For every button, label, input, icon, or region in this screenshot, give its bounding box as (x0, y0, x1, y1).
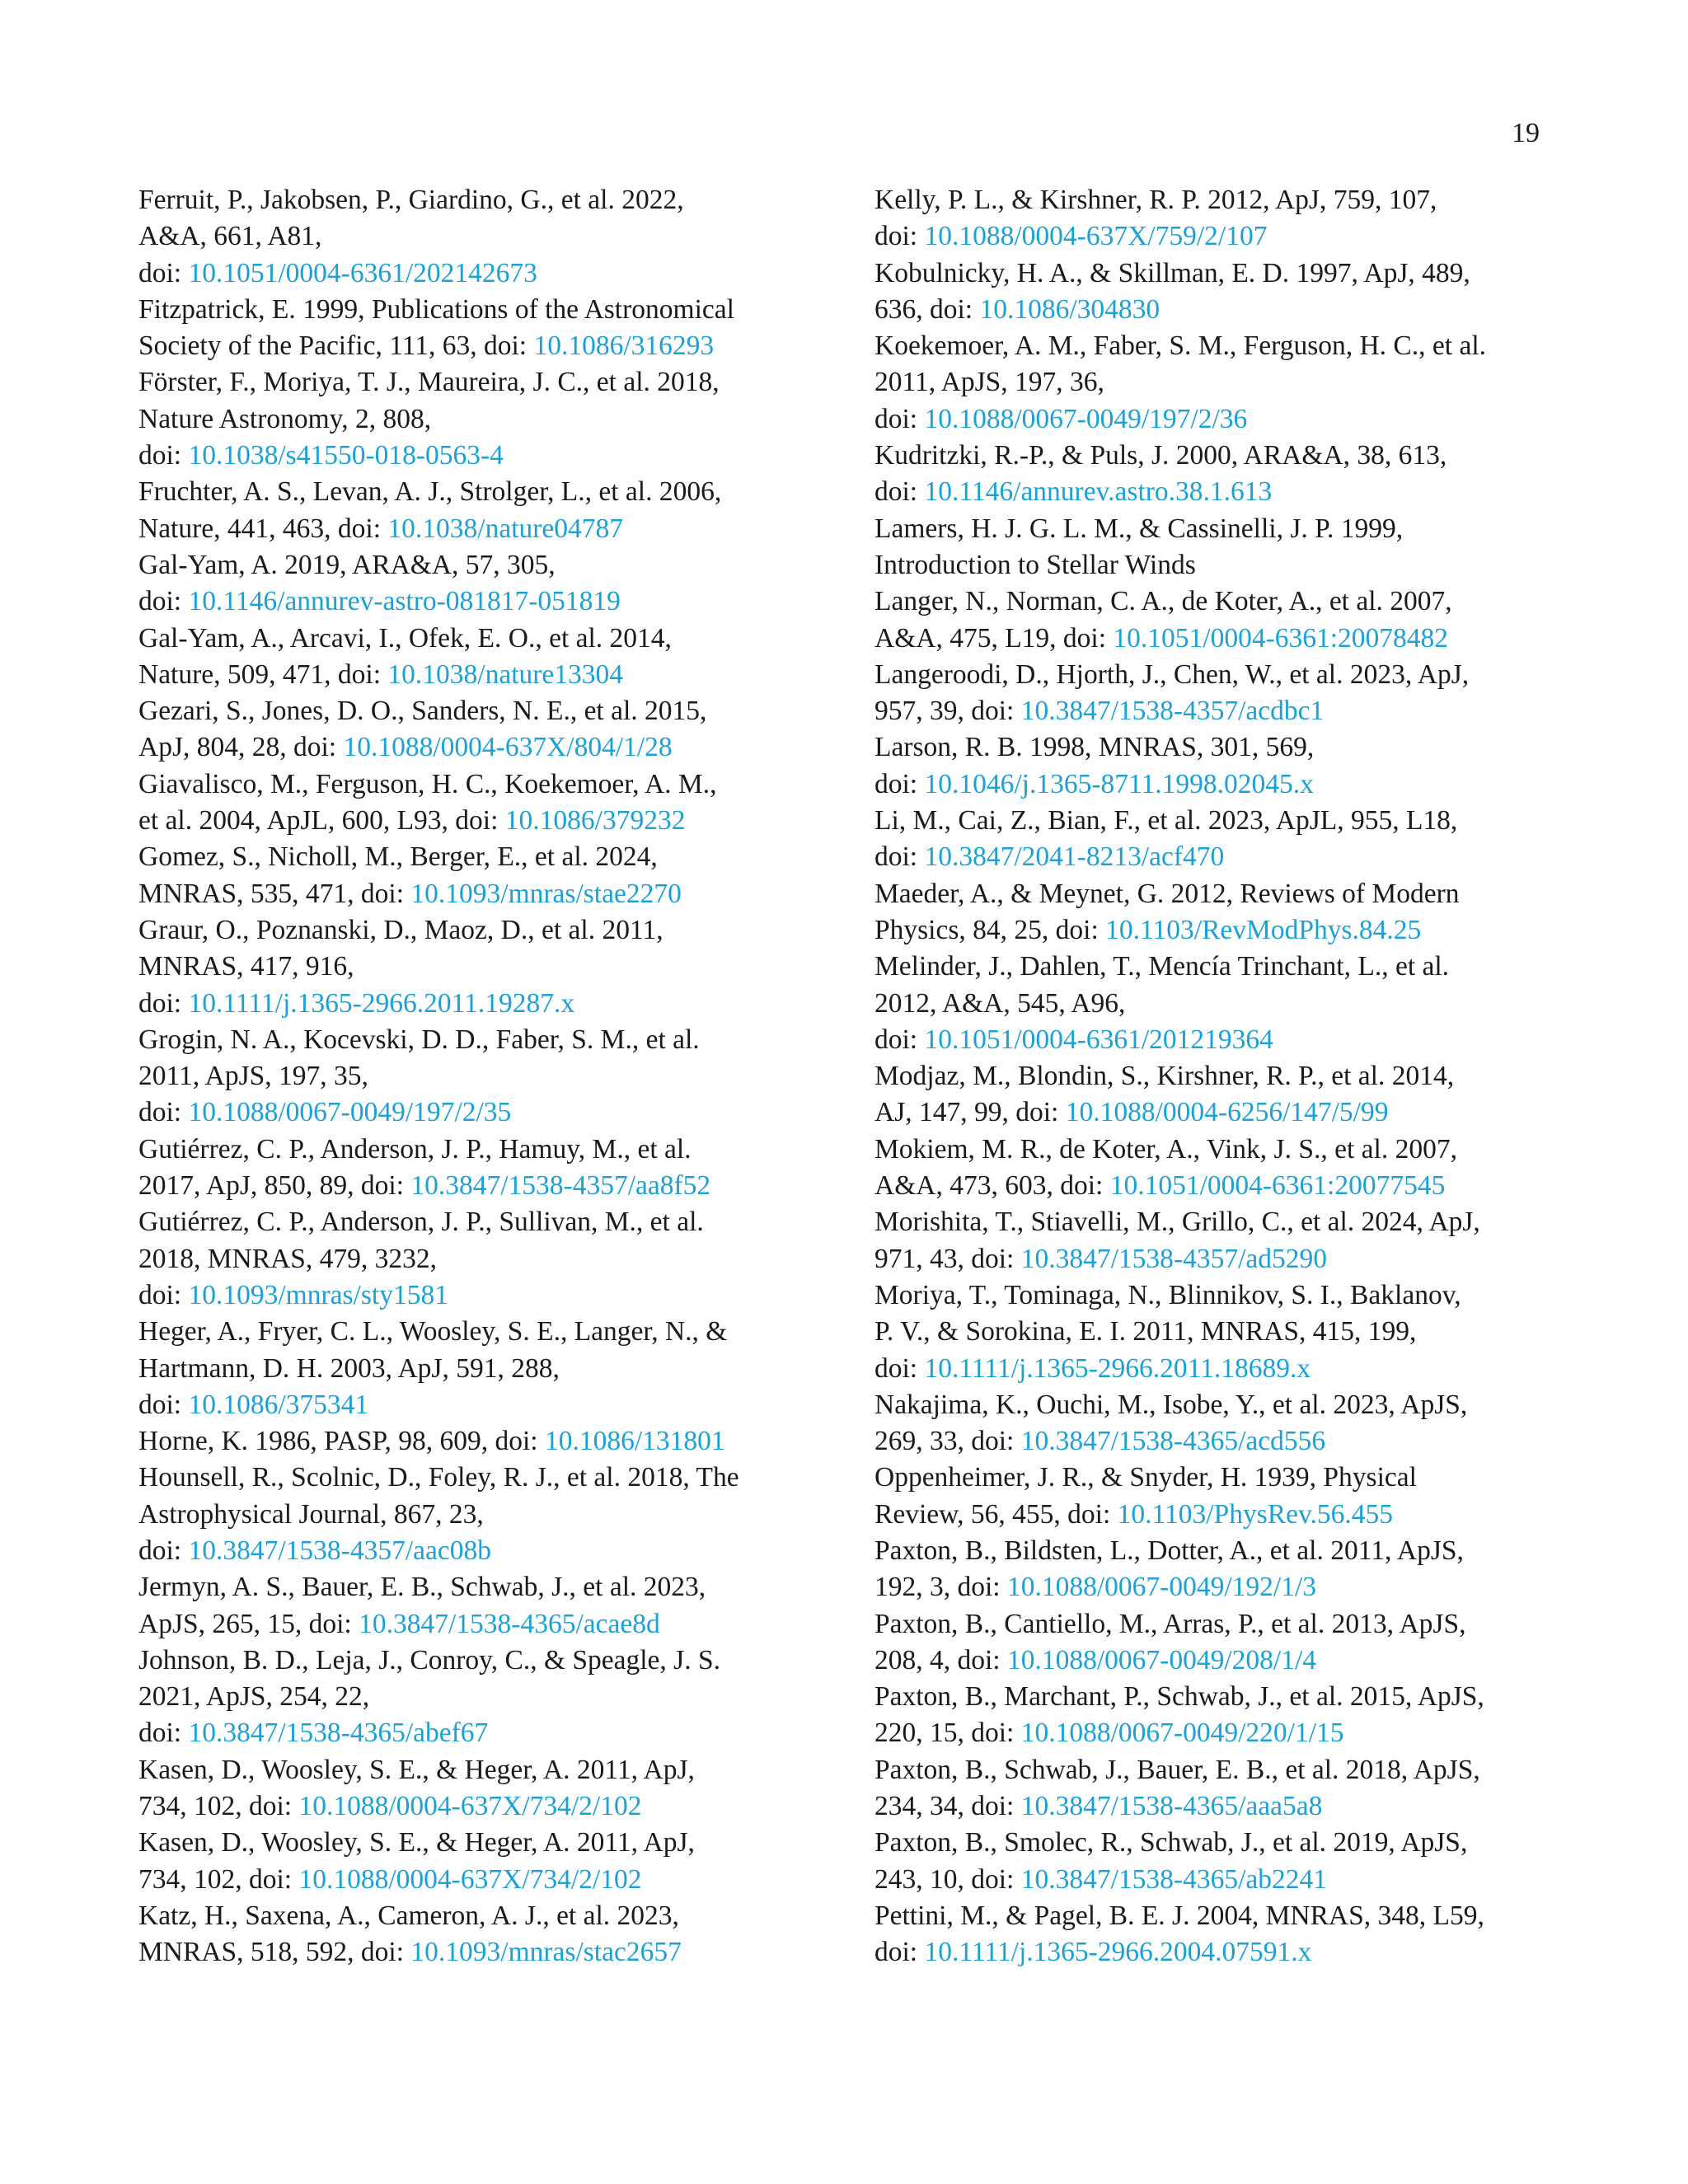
doi-link[interactable]: 10.1111/j.1365-2966.2011.18689.x (924, 1352, 1311, 1384)
doi-link[interactable]: 10.3847/1538-4357/ad5290 (1020, 1243, 1328, 1274)
doi-link[interactable]: 10.1051/0004-6361:20078482 (1113, 622, 1449, 654)
reference-text: doi: (138, 257, 189, 288)
reference-text: P. V., & Sorokina, E. I. 2011, MNRAS, 415, 199, (874, 1316, 1417, 1347)
reference-text: Paxton, B., Marchant, P., Schwab, J., et al. 2015, ApJS, (874, 1681, 1484, 1713)
reference-entry (874, 657, 1592, 730)
reference-text: 2011, ApJS, 197, 35, (138, 1061, 368, 1092)
reference-text: Larson, R. B. 1998, MNRAS, 301, 569, (874, 732, 1315, 763)
reference-text: Fruchter, A. S., Levan, A. J., Strolger, L., et al. 2006, (138, 476, 722, 508)
reference-entry (138, 292, 856, 365)
reference-text: MNRAS, 535, 471, doi: (138, 878, 411, 909)
reference-text: Paxton, B., Cantiello, M., Arras, P., et al. 2013, ApJS, (874, 1608, 1466, 1639)
reference-text: A&A, 661, A81, (138, 221, 322, 252)
reference-text: Kobulnicky, H. A., & Skillman, E. D. 1997, ApJ, 489, (874, 257, 1470, 288)
reference-entry (874, 255, 1592, 329)
reference-text: ApJS, 265, 15, doi: (138, 1608, 359, 1639)
reference-text: Melinder, J., Dahlen, T., Mencía Trinchant, L., et al. (874, 951, 1450, 982)
reference-text (138, 1533, 856, 1569)
doi-link[interactable]: 10.1088/0004-637X/804/1/28 (343, 732, 673, 763)
reference-text: Giavalisco, M., Ferguson, H. C., Koekemoer, A. M., (138, 768, 717, 799)
reference-text: doi: (138, 1535, 189, 1566)
reference-text (138, 803, 856, 839)
reference-entry (138, 182, 856, 292)
doi-link[interactable]: 10.1086/375341 (188, 1389, 369, 1420)
reference-text: doi: (874, 476, 925, 508)
reference-text (138, 1168, 856, 1204)
reference-text: Langer, N., Norman, C. A., de Koter, A., et al. 2007, (874, 586, 1452, 617)
reference-entry (874, 1898, 1592, 1971)
reference-entry (874, 1204, 1592, 1277)
reference-entry (138, 621, 856, 694)
doi-link[interactable]: 10.1088/0067-0049/197/2/36 (924, 403, 1248, 434)
reference-text (874, 1022, 1592, 1058)
reference-text: 2018, MNRAS, 479, 3232, (138, 1243, 438, 1274)
reference-text (138, 583, 856, 620)
reference-text: doi: (138, 440, 189, 471)
doi-link[interactable]: 10.1111/j.1365-2966.2011.19287.x (188, 987, 575, 1019)
doi-link[interactable]: 10.3847/1538-4365/abef67 (188, 1718, 489, 1749)
reference-text: Kelly, P. L., & Kirshner, R. P. 2012, ApJ, 759, 107, (874, 185, 1437, 215)
reference-text: Nakajima, K., Ouchi, M., Isobe, Y., et al. 2023, ApJS, (874, 1389, 1468, 1420)
reference-entry (138, 1423, 856, 1460)
reference-text (138, 255, 856, 292)
reference-entry (138, 547, 856, 621)
page-number: 19 (1512, 118, 1540, 148)
reference-text (874, 1423, 1592, 1460)
reference-entry (138, 693, 856, 766)
reference-text: doi: (138, 586, 189, 617)
reference-text: 234, 34, doi: (874, 1791, 1021, 1822)
reference-text: Gezari, S., Jones, D. O., Sanders, N. E., et al. 2015, (138, 696, 707, 727)
reference-text: Paxton, B., Schwab, J., Bauer, E. B., et al. 2018, ApJS, (874, 1754, 1480, 1785)
reference-text: 208, 4, doi: (874, 1644, 1007, 1675)
reference-text: MNRAS, 417, 916, (138, 951, 354, 982)
reference-text: Langeroodi, D., Hjorth, J., Chen, W., et al. 2023, ApJ, (874, 658, 1470, 690)
reference-text: Förster, F., Moriya, T. J., Maureira, J. C., et al. 2018, (138, 367, 720, 398)
doi-link[interactable]: 10.1103/RevModPhys.84.25 (1105, 914, 1422, 945)
doi-link[interactable]: 10.1088/0004-6256/147/5/99 (1065, 1097, 1389, 1128)
reference-text: Gal-Yam, A., Arcavi, I., Ofek, E. O., et al. 2014, (138, 622, 672, 654)
reference-entry (138, 1898, 856, 1971)
doi-link[interactable]: 10.1088/0004-637X/759/2/107 (924, 221, 1268, 252)
reference-entry (874, 729, 1592, 803)
reference-entry (874, 182, 1592, 255)
reference-text (874, 1094, 1592, 1131)
reference-entry (138, 1643, 856, 1752)
doi-link[interactable]: 10.3847/1538-4357/acdbc1 (1020, 696, 1325, 727)
doi-link[interactable]: 10.1051/0004-6361/202142673 (188, 257, 537, 288)
reference-entry (874, 1460, 1592, 1533)
reference-text: Nature Astronomy, 2, 808, (138, 403, 432, 434)
reference-entry (138, 474, 856, 547)
reference-text (874, 1241, 1592, 1277)
reference-text: Fitzpatrick, E. 1999, Publications of the Astronomical (138, 293, 734, 325)
doi-link[interactable]: 10.1038/s41550-018-0563-4 (188, 440, 504, 471)
doi-link[interactable]: 10.1146/annurev-astro-081817-051819 (188, 586, 621, 617)
reference-text: doi: (874, 1352, 925, 1384)
reference-entry (874, 1679, 1592, 1752)
reference-text: doi: (874, 1024, 925, 1055)
reference-text: Jermyn, A. S., Bauer, E. B., Schwab, J., et al. 2023, (138, 1572, 706, 1603)
reference-text (138, 657, 856, 693)
reference-text (874, 1351, 1592, 1387)
reference-text: A&A, 475, L19, doi: (874, 622, 1114, 654)
doi-link[interactable]: 10.1093/mnras/stac2657 (410, 1937, 682, 1968)
doi-link[interactable]: 10.1051/0004-6361:20077545 (1109, 1170, 1446, 1202)
reference-entry (138, 839, 856, 912)
doi-link[interactable]: 10.3847/1538-4365/acd556 (1020, 1426, 1326, 1457)
reference-entry (874, 1058, 1592, 1132)
reference-text: MNRAS, 518, 592, doi: (138, 1937, 411, 1968)
reference-text: 269, 33, doi: (874, 1426, 1021, 1457)
doi-link[interactable]: 10.1038/nature04787 (387, 513, 624, 544)
reference-text: Introduction to Stellar Winds (874, 549, 1196, 580)
reference-entry (874, 876, 1592, 949)
reference-text: doi: (138, 1097, 189, 1128)
reference-text: Graur, O., Poznanski, D., Maoz, D., et al. 2011, (138, 914, 663, 945)
reference-text (138, 986, 856, 1022)
reference-text: 734, 102, doi: (138, 1863, 299, 1895)
reference-text: 636, doi: (874, 293, 980, 325)
reference-text: Ferruit, P., Jakobsen, P., Giardino, G., et al. 2022, (138, 185, 684, 215)
reference-text (874, 1569, 1592, 1605)
reference-text (874, 693, 1592, 729)
reference-text: Kasen, D., Woosley, S. E., & Heger, A. 2011, ApJ, (138, 1754, 695, 1785)
doi-link[interactable]: 10.1088/0067-0049/192/1/3 (1007, 1572, 1317, 1603)
reference-text: doi: (874, 1937, 925, 1968)
reference-text: 192, 3, doi: (874, 1572, 1007, 1603)
doi-link[interactable]: 10.3847/1538-4357/aac08b (188, 1535, 492, 1566)
reference-text (138, 511, 856, 547)
reference-entry (138, 766, 856, 840)
reference-text: et al. 2004, ApJL, 600, L93, doi: (138, 805, 505, 837)
reference-text: Hounsell, R., Scolnic, D., Foley, R. J., et al. 2018, The (138, 1462, 739, 1493)
reference-text: Heger, A., Fryer, C. L., Woosley, S. E., Langer, N., & (138, 1316, 728, 1347)
reference-text: 2021, ApJS, 254, 22, (138, 1681, 370, 1713)
doi-link[interactable]: 10.1088/0067-0049/197/2/35 (188, 1097, 512, 1128)
reference-text: Nature, 441, 463, doi: (138, 513, 388, 544)
reference-text: Society of the Pacific, 111, 63, doi: (138, 330, 534, 362)
doi-link[interactable]: 10.1103/PhysRev.56.455 (1117, 1498, 1394, 1530)
reference-entry (138, 1460, 856, 1569)
reference-text (138, 1862, 856, 1898)
doi-link[interactable]: 10.1093/mnras/stae2270 (410, 878, 682, 909)
reference-text: doi: (874, 403, 925, 434)
reference-entry (138, 1204, 856, 1314)
reference-text (138, 328, 856, 364)
doi-link[interactable]: 10.1086/379232 (504, 805, 686, 837)
reference-text: doi: (138, 1279, 189, 1310)
reference-entry (138, 912, 856, 1022)
reference-entry (138, 1825, 856, 1898)
reference-text (874, 839, 1592, 875)
reference-entry (874, 1533, 1592, 1606)
reference-text: Hartmann, D. H. 2003, ApJ, 591, 288, (138, 1352, 560, 1384)
reference-text: Maeder, A., & Meynet, G. 2012, Reviews of Modern (874, 878, 1460, 909)
reference-entry (874, 1825, 1592, 1898)
reference-text: A&A, 473, 603, doi: (874, 1170, 1110, 1202)
reference-entry (138, 1022, 856, 1132)
reference-text: doi: (874, 768, 925, 799)
reference-text (874, 621, 1592, 657)
doi-link[interactable]: 10.1088/0004-637X/734/2/102 (298, 1791, 642, 1822)
reference-text: doi: (874, 221, 925, 252)
reference-text (874, 766, 1592, 803)
reference-text: Kudritzki, R.-P., & Puls, J. 2000, ARA&A, 38, 613, (874, 440, 1447, 471)
reference-text (138, 438, 856, 474)
reference-text (874, 218, 1592, 255)
doi-link[interactable]: 10.1038/nature13304 (387, 658, 624, 690)
references-left-column (138, 182, 856, 1971)
reference-entry (874, 1132, 1592, 1205)
reference-text (138, 1788, 856, 1825)
reference-entry (874, 1752, 1592, 1825)
reference-text: Johnson, B. D., Leja, J., Conroy, C., & Speagle, J. S. (138, 1644, 720, 1675)
reference-text: Astrophysical Journal, 867, 23, (138, 1498, 484, 1530)
doi-link[interactable]: 10.1086/316293 (533, 330, 715, 362)
reference-text: Morishita, T., Stiavelli, M., Grillo, C., et al. 2024, ApJ, (874, 1207, 1480, 1238)
reference-text (874, 1862, 1592, 1898)
reference-text (874, 1715, 1592, 1751)
reference-text (874, 1168, 1592, 1204)
reference-text: Paxton, B., Smolec, R., Schwab, J., et al. 2019, ApJS, (874, 1827, 1468, 1858)
doi-link[interactable]: 10.3847/1538-4365/acae8d (359, 1608, 660, 1639)
doi-link[interactable]: 10.3847/1538-4365/aaa5a8 (1020, 1791, 1323, 1822)
reference-text: Horne, K. 1986, PASP, 98, 609, doi: (138, 1426, 545, 1457)
reference-text: Physics, 84, 25, doi: (874, 914, 1106, 945)
reference-text: 2012, A&A, 545, A96, (874, 987, 1126, 1019)
reference-text (138, 1277, 856, 1314)
reference-text (138, 1606, 856, 1643)
reference-text: Gutiérrez, C. P., Anderson, J. P., Hamuy, M., et al. (138, 1133, 692, 1165)
doi-link[interactable]: 10.1088/0067-0049/220/1/15 (1020, 1718, 1344, 1749)
reference-text (138, 729, 856, 766)
reference-text: 2017, ApJ, 850, 89, doi: (138, 1170, 411, 1202)
reference-text: doi: (138, 1718, 189, 1749)
reference-text (874, 1643, 1592, 1679)
reference-entry (874, 583, 1592, 657)
reference-text: Koekemoer, A. M., Faber, S. M., Ferguson, H. C., et al. (874, 330, 1487, 362)
doi-link[interactable]: 10.1046/j.1365-8711.1998.02045.x (924, 768, 1314, 799)
reference-text (138, 1934, 856, 1971)
reference-text: 734, 102, doi: (138, 1791, 299, 1822)
doi-link[interactable]: 10.3847/1538-4365/ab2241 (1020, 1863, 1328, 1895)
reference-text (138, 1423, 856, 1460)
reference-text (874, 1788, 1592, 1825)
doi-link[interactable]: 10.1093/mnras/sty1581 (188, 1279, 448, 1310)
reference-text (874, 401, 1592, 438)
reference-entry (874, 438, 1592, 511)
reference-entry (874, 1277, 1592, 1387)
reference-text: Review, 56, 455, doi: (874, 1498, 1118, 1530)
doi-link[interactable]: 10.1146/annurev.astro.38.1.613 (924, 476, 1273, 508)
reference-text: Gal-Yam, A. 2019, ARA&A, 57, 305, (138, 549, 556, 580)
reference-text: 957, 39, doi: (874, 696, 1021, 727)
doi-link[interactable]: 10.3847/2041-8213/acf470 (924, 841, 1225, 873)
reference-text: Mokiem, M. R., de Koter, A., Vink, J. S., et al. 2007, (874, 1133, 1457, 1165)
reference-text: doi: (874, 841, 925, 873)
reference-text: Pettini, M., & Pagel, B. E. J. 2004, MNRAS, 348, L59, (874, 1900, 1484, 1931)
reference-entry (138, 1132, 856, 1205)
reference-entry (874, 328, 1592, 438)
reference-entry (138, 364, 856, 474)
reference-text: doi: (138, 987, 189, 1019)
reference-text: Modjaz, M., Blondin, S., Kirshner, R. P., et al. 2014, (874, 1061, 1455, 1092)
reference-text: Katz, H., Saxena, A., Cameron, A. J., et al. 2023, (138, 1900, 679, 1931)
reference-text (138, 1094, 856, 1131)
reference-entry (874, 1606, 1592, 1680)
reference-entry (874, 511, 1592, 584)
reference-text: 2011, ApJS, 197, 36, (874, 367, 1104, 398)
reference-text: Moriya, T., Tominaga, N., Blinnikov, S. I., Baklanov, (874, 1279, 1461, 1310)
doi-link[interactable]: 10.1086/131801 (544, 1426, 725, 1457)
reference-text: AJ, 147, 99, doi: (874, 1097, 1066, 1128)
reference-text (874, 292, 1592, 328)
reference-entry (138, 1314, 856, 1423)
reference-text: 243, 10, doi: (874, 1863, 1021, 1895)
reference-entry (138, 1569, 856, 1643)
reference-entry (874, 803, 1592, 876)
doi-link[interactable]: 10.1111/j.1365-2966.2004.07591.x (924, 1937, 1312, 1968)
reference-entry (874, 949, 1592, 1058)
reference-text: Oppenheimer, J. R., & Snyder, H. 1939, Physical (874, 1462, 1417, 1493)
reference-text: Lamers, H. J. G. L. M., & Cassinelli, J. P. 1999, (874, 513, 1404, 544)
reference-text: Li, M., Cai, Z., Bian, F., et al. 2023, ApJL, 955, L18, (874, 805, 1458, 837)
reference-text: Gutiérrez, C. P., Anderson, J. P., Sullivan, M., et al. (138, 1207, 704, 1238)
reference-text: 220, 15, doi: (874, 1718, 1021, 1749)
reference-text: Gomez, S., Nicholl, M., Berger, E., et al. 2024, (138, 841, 658, 873)
doi-link[interactable]: 10.1088/0067-0049/208/1/4 (1007, 1644, 1317, 1675)
doi-link[interactable]: 10.1086/304830 (979, 293, 1160, 325)
reference-text: doi: (138, 1389, 189, 1420)
reference-text (874, 1497, 1592, 1533)
doi-link[interactable]: 10.3847/1538-4357/aa8f52 (410, 1170, 711, 1202)
reference-text: Paxton, B., Bildsten, L., Dotter, A., et al. 2011, ApJS, (874, 1535, 1464, 1566)
reference-text (874, 912, 1592, 949)
doi-link[interactable]: 10.1051/0004-6361/201219364 (924, 1024, 1273, 1055)
reference-text: Nature, 509, 471, doi: (138, 658, 388, 690)
reference-text (874, 474, 1592, 510)
reference-entry (874, 1387, 1592, 1460)
reference-text (138, 876, 856, 912)
reference-text: Grogin, N. A., Kocevski, D. D., Faber, S. M., et al. (138, 1024, 700, 1055)
reference-text (874, 1934, 1592, 1971)
reference-text: Kasen, D., Woosley, S. E., & Heger, A. 2011, ApJ, (138, 1827, 695, 1858)
reference-text: 971, 43, doi: (874, 1243, 1021, 1274)
doi-link[interactable]: 10.1088/0004-637X/734/2/102 (298, 1863, 642, 1895)
reference-text (138, 1387, 856, 1423)
reference-text (138, 1715, 856, 1751)
reference-entry (138, 1752, 856, 1825)
references-right-column (874, 182, 1592, 1971)
reference-text: ApJ, 804, 28, doi: (138, 732, 344, 763)
